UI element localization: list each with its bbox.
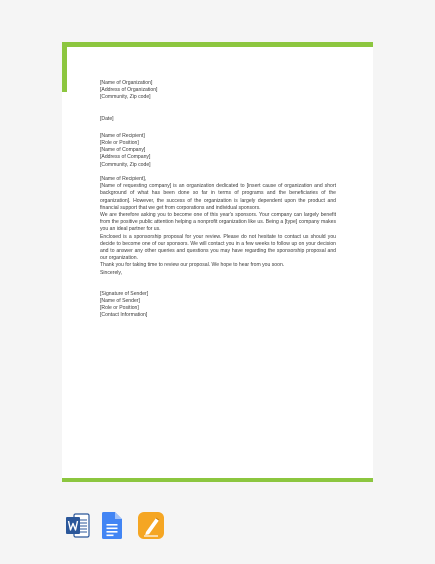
pages-icon[interactable]	[138, 512, 160, 539]
recipient-company: [Name of Company]	[100, 147, 146, 154]
accent-bar-bottom	[62, 478, 373, 482]
sender-address-block	[100, 80, 336, 102]
signature-block	[100, 291, 336, 320]
recipient-community-zip: [Community, Zip code]	[100, 161, 151, 168]
closing: Sincerely,	[100, 269, 122, 276]
sender-org-name: [Name of Organization]	[100, 80, 153, 86]
sender-contact: [Contact Information]	[100, 312, 148, 319]
format-icons	[66, 512, 160, 539]
google-docs-icon[interactable]	[102, 512, 124, 539]
signature-of-sender: [Signature of Sender]	[100, 290, 149, 297]
accent-bar-left	[62, 42, 67, 92]
letter-date: [Date]	[100, 115, 114, 122]
sender-community-zip: [Community, Zip code]	[100, 94, 151, 101]
word-icon[interactable]	[66, 512, 88, 539]
sender-role: [Role or Position]	[100, 305, 139, 312]
recipient-address-block	[100, 133, 336, 169]
recipient-role: [Role or Position]	[100, 140, 139, 147]
sender-name: [Name of Sender]	[100, 298, 140, 305]
letter-body	[100, 80, 336, 320]
salutation: [Name of Recipient],	[100, 176, 147, 183]
accent-bar-top	[62, 42, 373, 47]
recipient-company-address: [Address of Company]	[100, 154, 151, 161]
paragraph-1: [Name of requesting company] is an organization dedicated to [insert cause of organization and short background of what has been done so far in terms of programs and the beneficiaries of the organization]. However, the success of the organization is largely dependent upon the product and financial support that we get from corporations and individual sponsors.	[100, 183, 336, 211]
date-block	[100, 116, 336, 123]
paragraph-4: Thank you for taking time to review our proposal. We hope to hear from you soon.	[100, 262, 285, 269]
paragraph-2: We are therefore asking you to become one of this year's sponsors. Your company can largely benefit from the positive public attention helping a nonprofit organization like us. Being a [type] company makes you an ideal partner for us.	[100, 212, 336, 233]
recipient-name: [Name of Recipient]	[100, 132, 145, 139]
paragraph-3: Enclosed is a sponsorship proposal for your review. Please do not hesitate to contact us should you decide to become one of our sponsors. We will contact you in a few weeks to follow up on your decision and to answer any other queries and questions you may have regarding the sponsorship proposal and our organization.	[100, 233, 336, 262]
sender-org-address: [Address of Organization]	[100, 87, 158, 94]
